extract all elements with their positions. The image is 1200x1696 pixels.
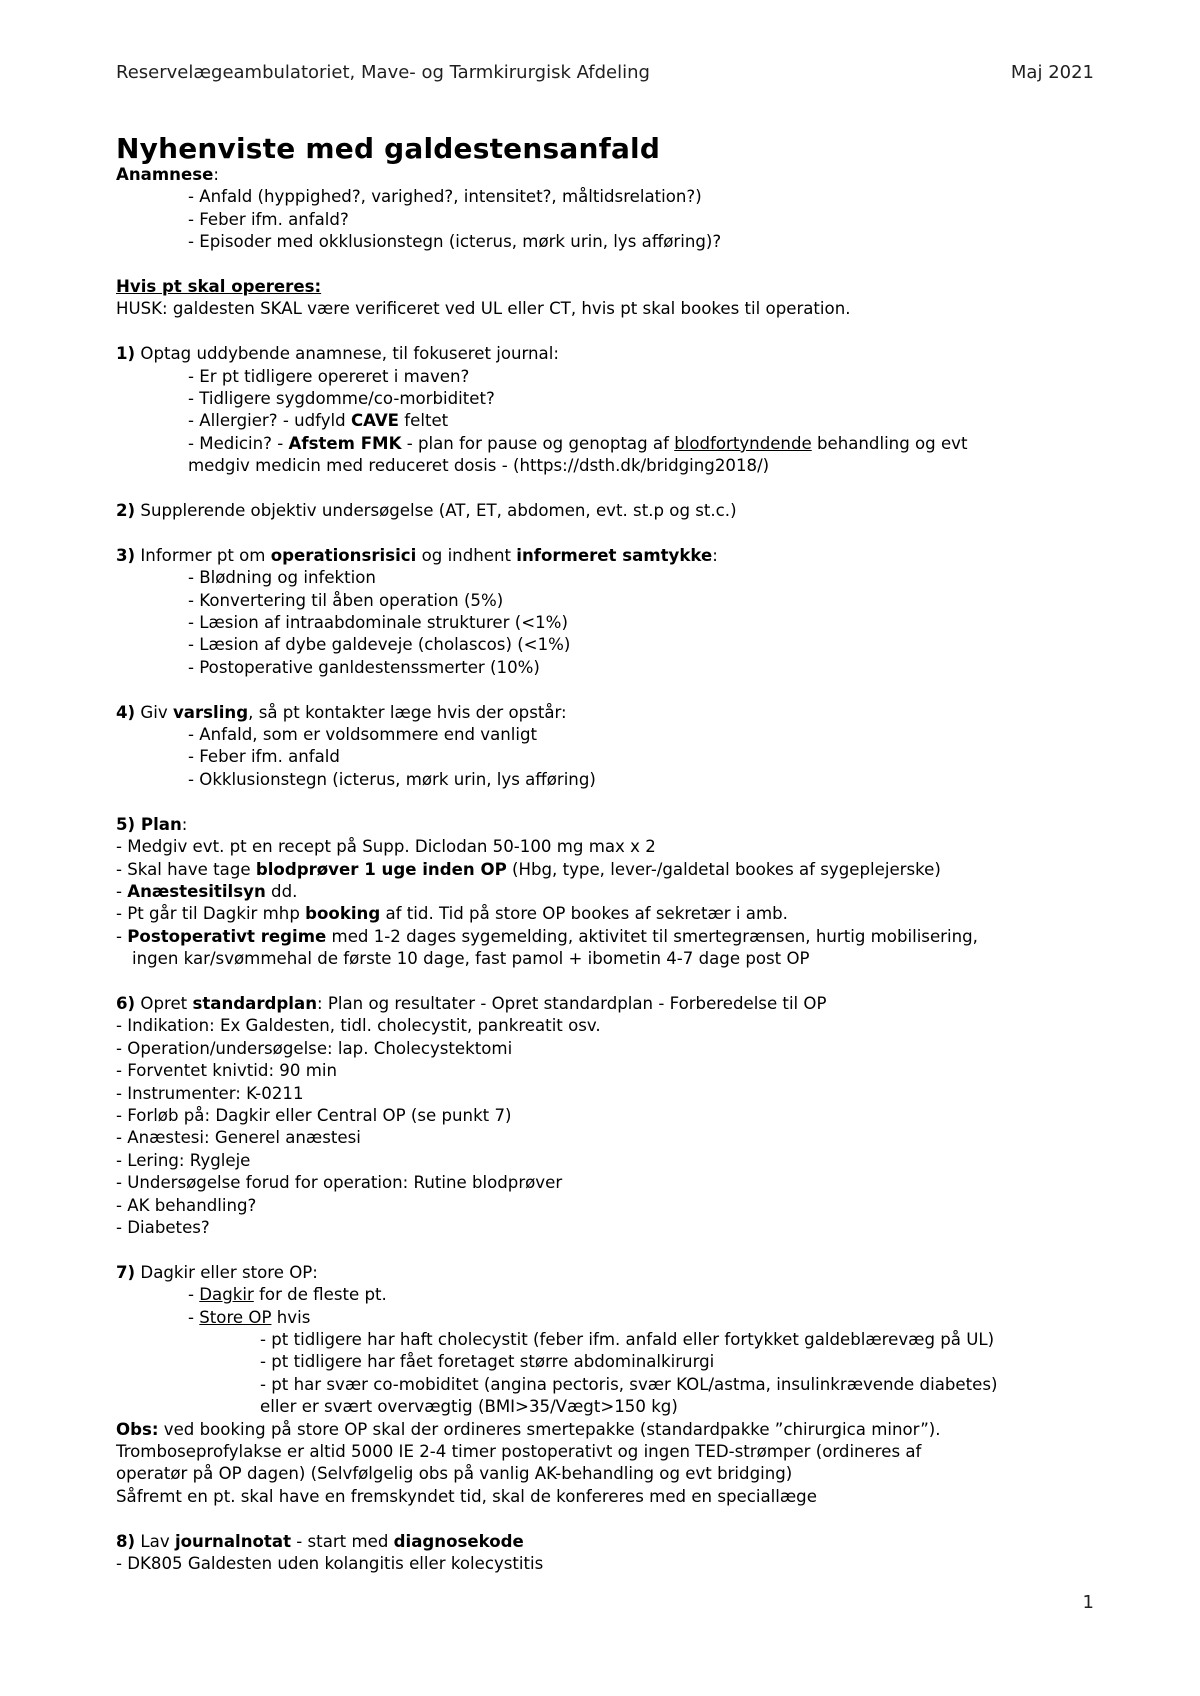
list-item: - Feber ifm. anfald? bbox=[188, 209, 349, 229]
anamnese-heading: Anamnese: bbox=[116, 165, 219, 184]
saafremt-note: Såfremt en pt. skal have en fremskyndet tid, skal de konfereres med en speciallæge bbox=[116, 1486, 817, 1506]
list-item: - Anfald (hyppighed?, varighed?, intensitet?, måltidsrelation?) bbox=[188, 187, 702, 207]
page-header bbox=[116, 62, 1094, 86]
trombo-note-continuation: operatør på OP dagen) (Selvfølgelig obs på vanlig AK-behandling og evt bridging) bbox=[116, 1464, 793, 1484]
list-item: - Konvertering til åben operation (5%) bbox=[188, 590, 504, 610]
list-item: - Medgiv evt. pt en recept på Supp. Diclodan 50-100 mg max x 2 bbox=[116, 837, 656, 857]
sub-list-item: - pt har svær co-mobiditet (angina pectoris, svær KOL/astma, insulinkrævende diabetes) bbox=[260, 1374, 998, 1394]
list-item: - Blødning og infektion bbox=[188, 568, 376, 588]
section-4-heading: 4) Giv varsling, så pt kontakter læge hvis der opstår: bbox=[116, 702, 567, 722]
section-7-heading: 7) Dagkir eller store OP: bbox=[116, 1262, 318, 1282]
list-item: - AK behandling? bbox=[116, 1195, 257, 1215]
obs-note: Obs: ved booking på store OP skal der ordineres smertepakke (standardpakke ”chirurgica minor”). bbox=[116, 1419, 941, 1439]
sub-list-item-continuation: eller er svært overvægtig (BMI>35/Vægt>150 kg) bbox=[260, 1397, 678, 1417]
sub-list-item: - pt tidligere har fået foretaget større abdominalkirurgi bbox=[260, 1352, 715, 1372]
blodfortyndende-link[interactable]: blodfortyndende bbox=[674, 433, 812, 453]
list-item: - Læsion af intraabdominale strukturer (<1%) bbox=[188, 613, 568, 633]
list-item: - Anæstesi: Generel anæstesi bbox=[116, 1128, 361, 1148]
list-item: - Forløb på: Dagkir eller Central OP (se punkt 7) bbox=[116, 1105, 512, 1125]
list-item: - Store OP hvis bbox=[188, 1307, 311, 1327]
list-item: - Anfald, som er voldsommere end vanligt bbox=[188, 725, 538, 745]
list-item: - Indikation: Ex Galdesten, tidl. cholecystit, pankreatit osv. bbox=[116, 1016, 601, 1036]
list-item: - Postoperativt regime med 1-2 dages sygemelding, aktivitet til smertegrænsen, hurtig mobilisering, bbox=[116, 926, 978, 946]
list-item: - Skal have tage blodprøver 1 uge inden OP (Hbg, type, lever-/galdetal bookes af sygeplejerske) bbox=[116, 859, 941, 879]
opereres-heading: Hvis pt skal opereres: bbox=[116, 277, 322, 297]
list-item: - Forventet knivtid: 90 min bbox=[116, 1061, 337, 1081]
list-item: - Dagkir for de fleste pt. bbox=[188, 1285, 387, 1305]
section-2-heading: 2) Supplerende objektiv undersøgelse (AT, ET, abdomen, evt. st.p og st.c.) bbox=[116, 501, 737, 521]
list-item: - Læsion af dybe galdeveje (cholascos) (<1%) bbox=[188, 635, 571, 655]
dagkir-link[interactable]: Dagkir bbox=[199, 1285, 254, 1305]
list-item: - Feber ifm. anfald bbox=[188, 747, 340, 767]
list-item: - Okklusionstegn (icterus, mørk urin, lys afføring) bbox=[188, 769, 596, 789]
section-1-heading: 1) Optag uddybende anamnese, til fokuseret journal: bbox=[116, 344, 559, 364]
list-item: - DK805 Galdesten uden kolangitis eller kolecystitis bbox=[116, 1554, 544, 1574]
list-item: - Lering: Rygleje bbox=[116, 1150, 251, 1170]
header-department: Reservelægeambulatoriet, Mave- og Tarmkirurgisk Afdeling bbox=[116, 62, 650, 83]
list-item: - Tidligere sygdomme/co-morbiditet? bbox=[188, 389, 495, 409]
list-item: - Er pt tidligere opereret i maven? bbox=[188, 366, 470, 386]
trombo-note: Tromboseprofylakse er altid 5000 IE 2-4 timer postoperativt og ingen TED-strømper (ordineres af bbox=[116, 1442, 922, 1462]
list-item-continuation: medgiv medicin med reduceret dosis - (https://dsth.dk/bridging2018/) bbox=[188, 456, 770, 476]
section-3-heading: 3) Informer pt om operationsrisici og indhent informeret samtykke: bbox=[116, 545, 718, 565]
header-date: Maj 2021 bbox=[1010, 62, 1094, 83]
list-item-continuation: ingen kar/svømmehal de første 10 dage, fast pamol + ibometin 4-7 dage post OP bbox=[132, 949, 810, 969]
page-title: Nyhenviste med galdestensanfald bbox=[116, 132, 661, 165]
store-op-link[interactable]: Store OP bbox=[199, 1307, 272, 1327]
list-item: - Allergier? - udfyld CAVE feltet bbox=[188, 411, 449, 431]
list-item: - Anæstesitilsyn dd. bbox=[116, 881, 298, 901]
list-item: - Undersøgelse forud for operation: Rutine blodprøver bbox=[116, 1173, 563, 1193]
list-item: - Operation/undersøgelse: lap. Cholecystektomi bbox=[116, 1038, 513, 1058]
list-item: - Pt går til Dagkir mhp booking af tid. Tid på store OP bookes af sekretær i amb. bbox=[116, 904, 788, 924]
list-item: - Postoperative ganldestenssmerter (10%) bbox=[188, 657, 540, 677]
section-6-heading: 6) Opret standardplan: Plan og resultater - Opret standardplan - Forberedelse til OP bbox=[116, 993, 827, 1013]
document-body bbox=[116, 134, 1096, 1575]
list-item: - Instrumenter: K-0211 bbox=[116, 1083, 304, 1103]
section-5-heading: 5) Plan: bbox=[116, 814, 188, 834]
section-8-heading: 8) Lav journalnotat - start med diagnosekode bbox=[116, 1531, 524, 1551]
husk-note: HUSK: galdesten SKAL være verificeret ved UL eller CT, hvis pt skal bookes til operation. bbox=[116, 299, 851, 319]
sub-list-item: - pt tidligere har haft cholecystit (feber ifm. anfald eller fortykket galdeblærevæg på UL) bbox=[260, 1330, 995, 1349]
list-item: - Medicin? - Afstem FMK - plan for pause og genoptag af blodfortyndende behandling og evt bbox=[188, 433, 968, 453]
list-item: - Episoder med okklusionstegn (icterus, mørk urin, lys afføring)? bbox=[188, 232, 722, 252]
page-number: 1 bbox=[1082, 1592, 1094, 1613]
list-item: - Diabetes? bbox=[116, 1217, 210, 1237]
